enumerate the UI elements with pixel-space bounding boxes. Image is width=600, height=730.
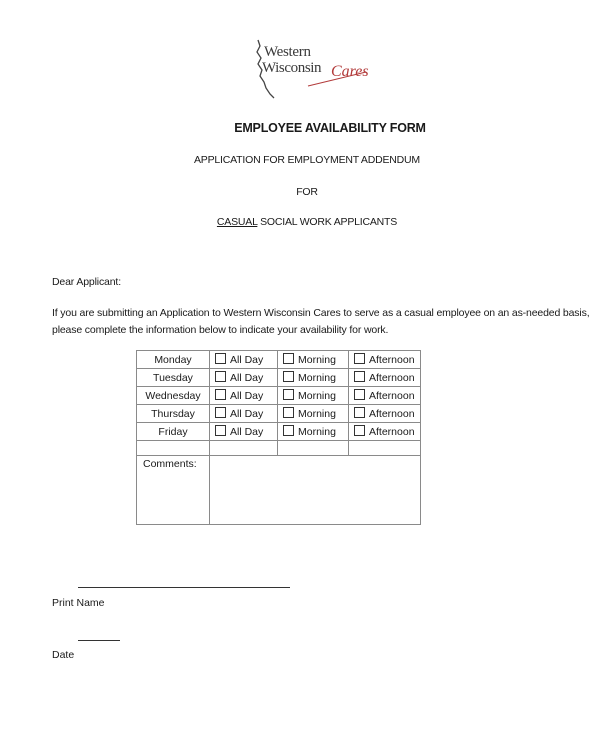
comments-label: Comments: — [137, 456, 210, 525]
option-label: Morning — [298, 426, 336, 438]
option-label: Morning — [298, 354, 336, 366]
western-wisconsin-cares-logo — [248, 36, 378, 106]
logo-text-western: Western — [264, 44, 311, 60]
table-row-blank — [137, 441, 421, 456]
day-label: Monday — [137, 351, 210, 369]
allday-checkbox[interactable] — [215, 407, 226, 418]
table-row — [137, 387, 421, 405]
morning-checkbox[interactable] — [283, 353, 294, 364]
option-label: Afternoon — [369, 372, 415, 384]
blank-cell — [278, 441, 349, 456]
logo-text-cares: Cares — [331, 63, 369, 80]
blank-cell — [349, 441, 421, 456]
instructions-line-2: please complete the information below to indicate your availability for work. — [52, 324, 389, 336]
table-row — [137, 351, 421, 369]
allday-cell — [210, 369, 278, 387]
morning-checkbox[interactable] — [283, 389, 294, 400]
option-label: All Day — [230, 354, 264, 366]
allday-cell — [210, 351, 278, 369]
option-label: All Day — [230, 372, 264, 384]
afternoon-checkbox[interactable] — [354, 425, 365, 436]
form-subtitle-for: FOR — [296, 186, 318, 198]
option-label: All Day — [230, 390, 264, 402]
afternoon-cell — [349, 351, 421, 369]
morning-cell — [278, 387, 349, 405]
afternoon-checkbox[interactable] — [354, 353, 365, 364]
day-label: Friday — [137, 423, 210, 441]
day-label: Wednesday — [137, 387, 210, 405]
allday-checkbox[interactable] — [215, 353, 226, 364]
day-label: Thursday — [137, 405, 210, 423]
allday-checkbox[interactable] — [215, 371, 226, 382]
morning-checkbox[interactable] — [283, 425, 294, 436]
option-label: All Day — [230, 426, 264, 438]
morning-cell — [278, 423, 349, 441]
afternoon-checkbox[interactable] — [354, 371, 365, 382]
allday-checkbox[interactable] — [215, 425, 226, 436]
morning-cell — [278, 351, 349, 369]
afternoon-checkbox[interactable] — [354, 389, 365, 400]
option-label: Afternoon — [369, 408, 415, 420]
afternoon-cell — [349, 369, 421, 387]
subtitle-rest: SOCIAL WORK APPLICANTS — [257, 216, 398, 228]
comments-row — [137, 456, 421, 525]
date-label: Date — [52, 649, 75, 661]
option-label: Morning — [298, 372, 336, 384]
afternoon-checkbox[interactable] — [354, 407, 365, 418]
greeting: Dear Applicant: — [52, 276, 121, 288]
morning-cell — [278, 405, 349, 423]
option-label: Morning — [298, 408, 336, 420]
option-label: Afternoon — [369, 426, 415, 438]
afternoon-cell — [349, 423, 421, 441]
morning-checkbox[interactable] — [283, 371, 294, 382]
allday-cell — [210, 387, 278, 405]
date-line[interactable] — [78, 640, 120, 641]
casual-underlined: CASUAL — [216, 216, 258, 228]
option-label: Morning — [298, 390, 336, 402]
form-subtitle-applicants — [0, 216, 600, 228]
afternoon-cell — [349, 387, 421, 405]
comments-field[interactable] — [210, 456, 421, 525]
option-label: All Day — [230, 408, 264, 420]
morning-cell — [278, 369, 349, 387]
print-name-line[interactable] — [78, 587, 290, 588]
form-title: EMPLOYEE AVAILABILITY FORM — [234, 121, 426, 135]
allday-cell — [210, 405, 278, 423]
option-label: Afternoon — [369, 390, 415, 402]
form-subtitle-addendum: APPLICATION FOR EMPLOYMENT ADDENDUM — [194, 154, 420, 166]
allday-cell — [210, 423, 278, 441]
logo-text-wisconsin: Wisconsin — [262, 60, 322, 76]
allday-checkbox[interactable] — [215, 389, 226, 400]
instructions-line-1: If you are submitting an Application to Western Wisconsin Cares to serve as a casual employee on an as-needed basis, — [52, 307, 590, 319]
day-label: Tuesday — [137, 369, 210, 387]
option-label: Afternoon — [369, 354, 415, 366]
print-name-label: Print Name — [52, 597, 105, 609]
afternoon-cell — [349, 405, 421, 423]
availability-table — [136, 350, 421, 525]
blank-cell — [210, 441, 278, 456]
blank-cell — [137, 441, 210, 456]
table-row — [137, 405, 421, 423]
morning-checkbox[interactable] — [283, 407, 294, 418]
table-row — [137, 369, 421, 387]
table-row — [137, 423, 421, 441]
